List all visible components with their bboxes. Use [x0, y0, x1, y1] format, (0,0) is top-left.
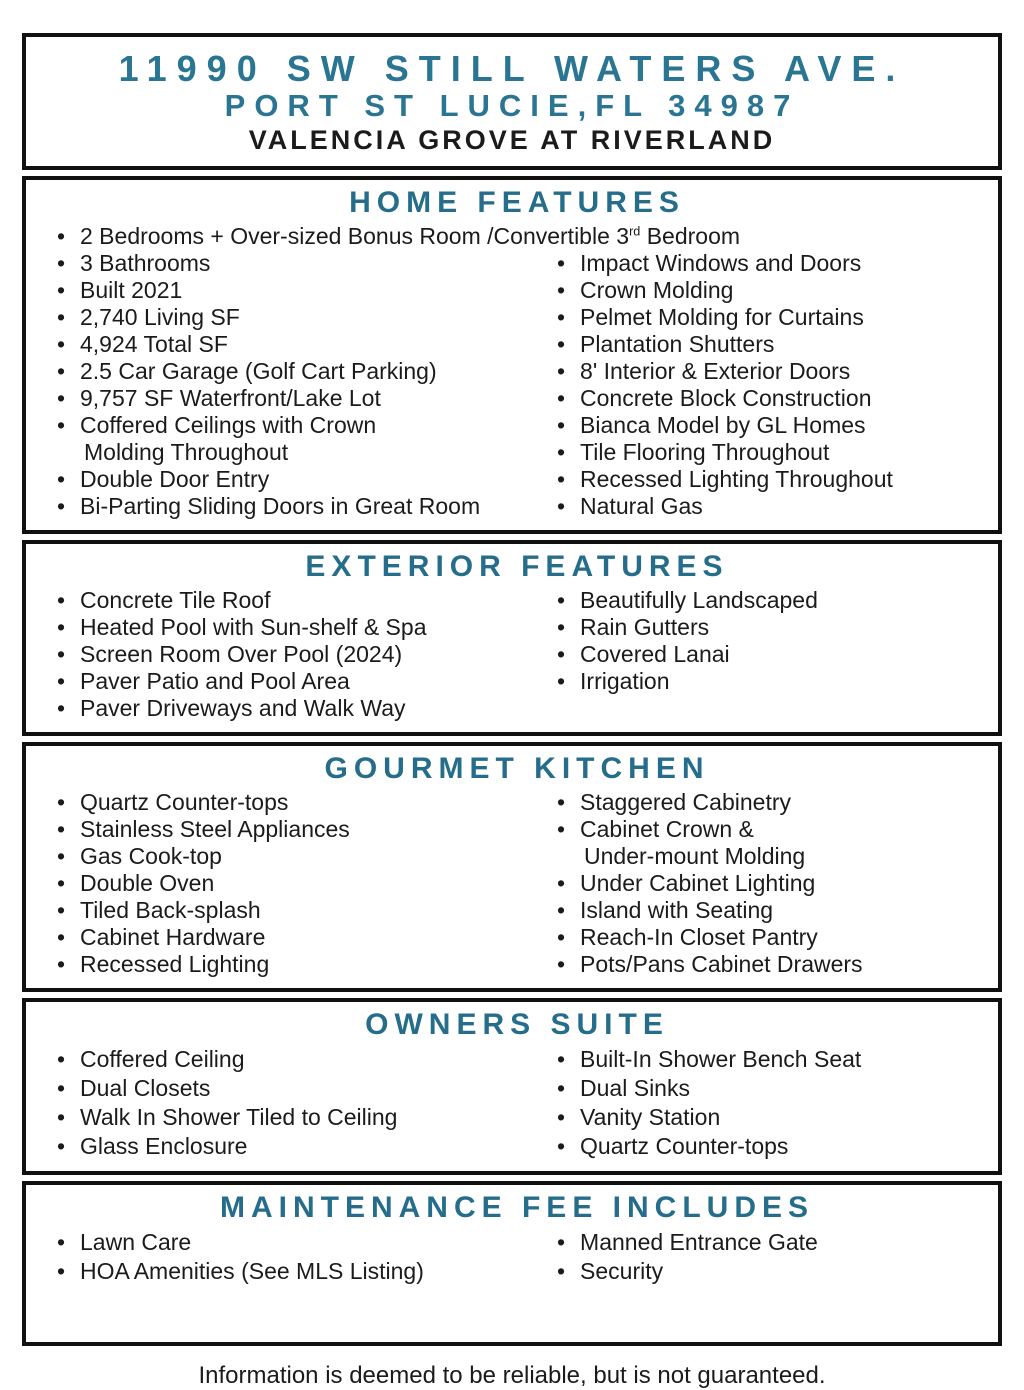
exterior-features-columns — [54, 587, 980, 722]
feature-item: • Manned Entrance Gate — [554, 1228, 980, 1257]
section-title-gourmet-kitchen: GOURMET KITCHEN — [324, 751, 710, 785]
feature-item: • Crown Molding — [554, 277, 980, 304]
feature-item: • Coffered Ceilings with Crown — [54, 412, 554, 439]
section-maintenance-fee — [22, 1181, 1002, 1346]
section-title-owners-suite: OWNERS SUITE — [365, 1007, 669, 1041]
feature-item: • Gas Cook-top — [54, 843, 554, 870]
feature-item: • Plantation Shutters — [554, 331, 980, 358]
feature-item: • Heated Pool with Sun-shelf & Spa — [54, 614, 554, 641]
feature-item: • Quartz Counter-tops — [554, 1132, 980, 1161]
bedrooms-text-post: Bedroom — [640, 222, 741, 249]
exterior-features-right-list — [554, 587, 980, 722]
home-features-lead-list — [54, 223, 980, 250]
feature-item: • Walk In Shower Tiled to Ceiling — [54, 1103, 554, 1132]
feature-item: • Concrete Block Construction — [554, 385, 980, 412]
section-title-maintenance-fee: MAINTENANCE FEE INCLUDES — [219, 1190, 814, 1224]
feature-item: • Concrete Tile Roof — [54, 587, 554, 614]
feature-item: • Bi-Parting Sliding Doors in Great Room — [54, 493, 554, 520]
feature-item: • Staggered Cabinetry — [554, 789, 980, 816]
feature-item: • Tile Flooring Throughout — [554, 439, 980, 466]
feature-item: • Beautifully Landscaped — [554, 587, 980, 614]
feature-item: • Dual Sinks — [554, 1074, 980, 1103]
feature-item: • Island with Seating — [554, 897, 980, 924]
maintenance-fee-columns — [54, 1228, 980, 1286]
feature-item: • 8' Interior & Exterior Doors — [554, 358, 980, 385]
feature-item: • Reach-In Closet Pantry — [554, 924, 980, 951]
feature-item: • 2.5 Car Garage (Golf Cart Parking) — [54, 358, 554, 385]
feature-item: • 9,757 SF Waterfront/Lake Lot — [54, 385, 554, 412]
feature-item: • Vanity Station — [554, 1103, 980, 1132]
feature-item: • Natural Gas — [554, 493, 980, 520]
feature-item: • Built 2021 — [54, 277, 554, 304]
home-features-left-list — [54, 250, 554, 520]
feature-item: • Cabinet Crown & — [554, 816, 980, 843]
section-gourmet-kitchen — [22, 742, 1002, 992]
feature-item: • Bianca Model by GL Homes — [554, 412, 980, 439]
feature-item: • 4,924 Total SF — [54, 331, 554, 358]
feature-item: • Covered Lanai — [554, 641, 980, 668]
feature-item: • Irrigation — [554, 668, 980, 695]
feature-item: • Tiled Back-splash — [54, 897, 554, 924]
maintenance-fee-left-list — [54, 1228, 554, 1286]
gourmet-kitchen-left-list — [54, 789, 554, 978]
feature-item: • Cabinet Hardware — [54, 924, 554, 951]
feature-item: • Paver Driveways and Walk Way — [54, 695, 554, 722]
feature-item: • Under Cabinet Lighting — [554, 870, 980, 897]
feature-item: • Coffered Ceiling — [54, 1045, 554, 1074]
address-line-1: 11990 SW STILL WATERS AVE. — [118, 48, 906, 89]
feature-item: • Recessed Lighting Throughout — [554, 466, 980, 493]
feature-item: Under-mount Molding — [584, 842, 806, 869]
feature-item: • Quartz Counter-tops — [54, 789, 554, 816]
community-name: VALENCIA GROVE AT RIVERLAND — [248, 124, 776, 155]
exterior-features-left-list — [54, 587, 554, 722]
home-features-columns — [54, 250, 980, 520]
gourmet-kitchen-right-list — [554, 789, 980, 978]
feature-item: • Rain Gutters — [554, 614, 980, 641]
feature-item: • Glass Enclosure — [54, 1132, 554, 1161]
owners-suite-right-list — [554, 1045, 980, 1161]
address-line-2: PORT ST LUCIE,FL 34987 — [224, 87, 800, 123]
feature-item: • Dual Closets — [54, 1074, 554, 1103]
feature-item-bedrooms — [54, 223, 980, 250]
section-owners-suite — [22, 998, 1002, 1175]
gourmet-kitchen-columns — [54, 789, 980, 978]
feature-item: • Built-In Shower Bench Seat — [554, 1045, 980, 1074]
feature-item: • 3 Bathrooms — [54, 250, 554, 277]
maintenance-fee-right-list — [554, 1228, 980, 1286]
section-home-features — [22, 176, 1002, 534]
section-title-home-features: HOME FEATURES — [349, 185, 685, 219]
feature-item: • Paver Patio and Pool Area — [54, 668, 554, 695]
owners-suite-columns — [54, 1045, 980, 1161]
owners-suite-left-list — [54, 1045, 554, 1161]
disclaimer-text: Information is deemed to be reliable, but is not guaranteed. — [198, 1361, 826, 1389]
feature-item: • Recessed Lighting — [54, 951, 554, 978]
section-exterior-features — [22, 540, 1002, 736]
bedrooms-text-pre: 2 Bedrooms + Over-sized Bonus Room /Convertible 3 — [80, 222, 630, 249]
feature-item: • HOA Amenities (See MLS Listing) — [54, 1257, 554, 1286]
home-features-right-list — [554, 250, 980, 520]
header-box — [22, 33, 1002, 170]
feature-item: • Lawn Care — [54, 1228, 554, 1257]
ordinal-superscript: rd — [629, 224, 641, 239]
feature-item: • Double Door Entry — [54, 466, 554, 493]
feature-item: • Pelmet Molding for Curtains — [554, 304, 980, 331]
feature-item: Molding Throughout — [84, 438, 289, 465]
feature-item: • Impact Windows and Doors — [554, 250, 980, 277]
feature-item: • Screen Room Over Pool (2024) — [54, 641, 554, 668]
section-title-exterior-features: EXTERIOR FEATURES — [305, 549, 729, 583]
feature-item: • Double Oven — [54, 870, 554, 897]
feature-item: • Security — [554, 1257, 980, 1286]
feature-item: • Pots/Pans Cabinet Drawers — [554, 951, 980, 978]
feature-item: • 2,740 Living SF — [54, 304, 554, 331]
feature-item: • Stainless Steel Appliances — [54, 816, 554, 843]
